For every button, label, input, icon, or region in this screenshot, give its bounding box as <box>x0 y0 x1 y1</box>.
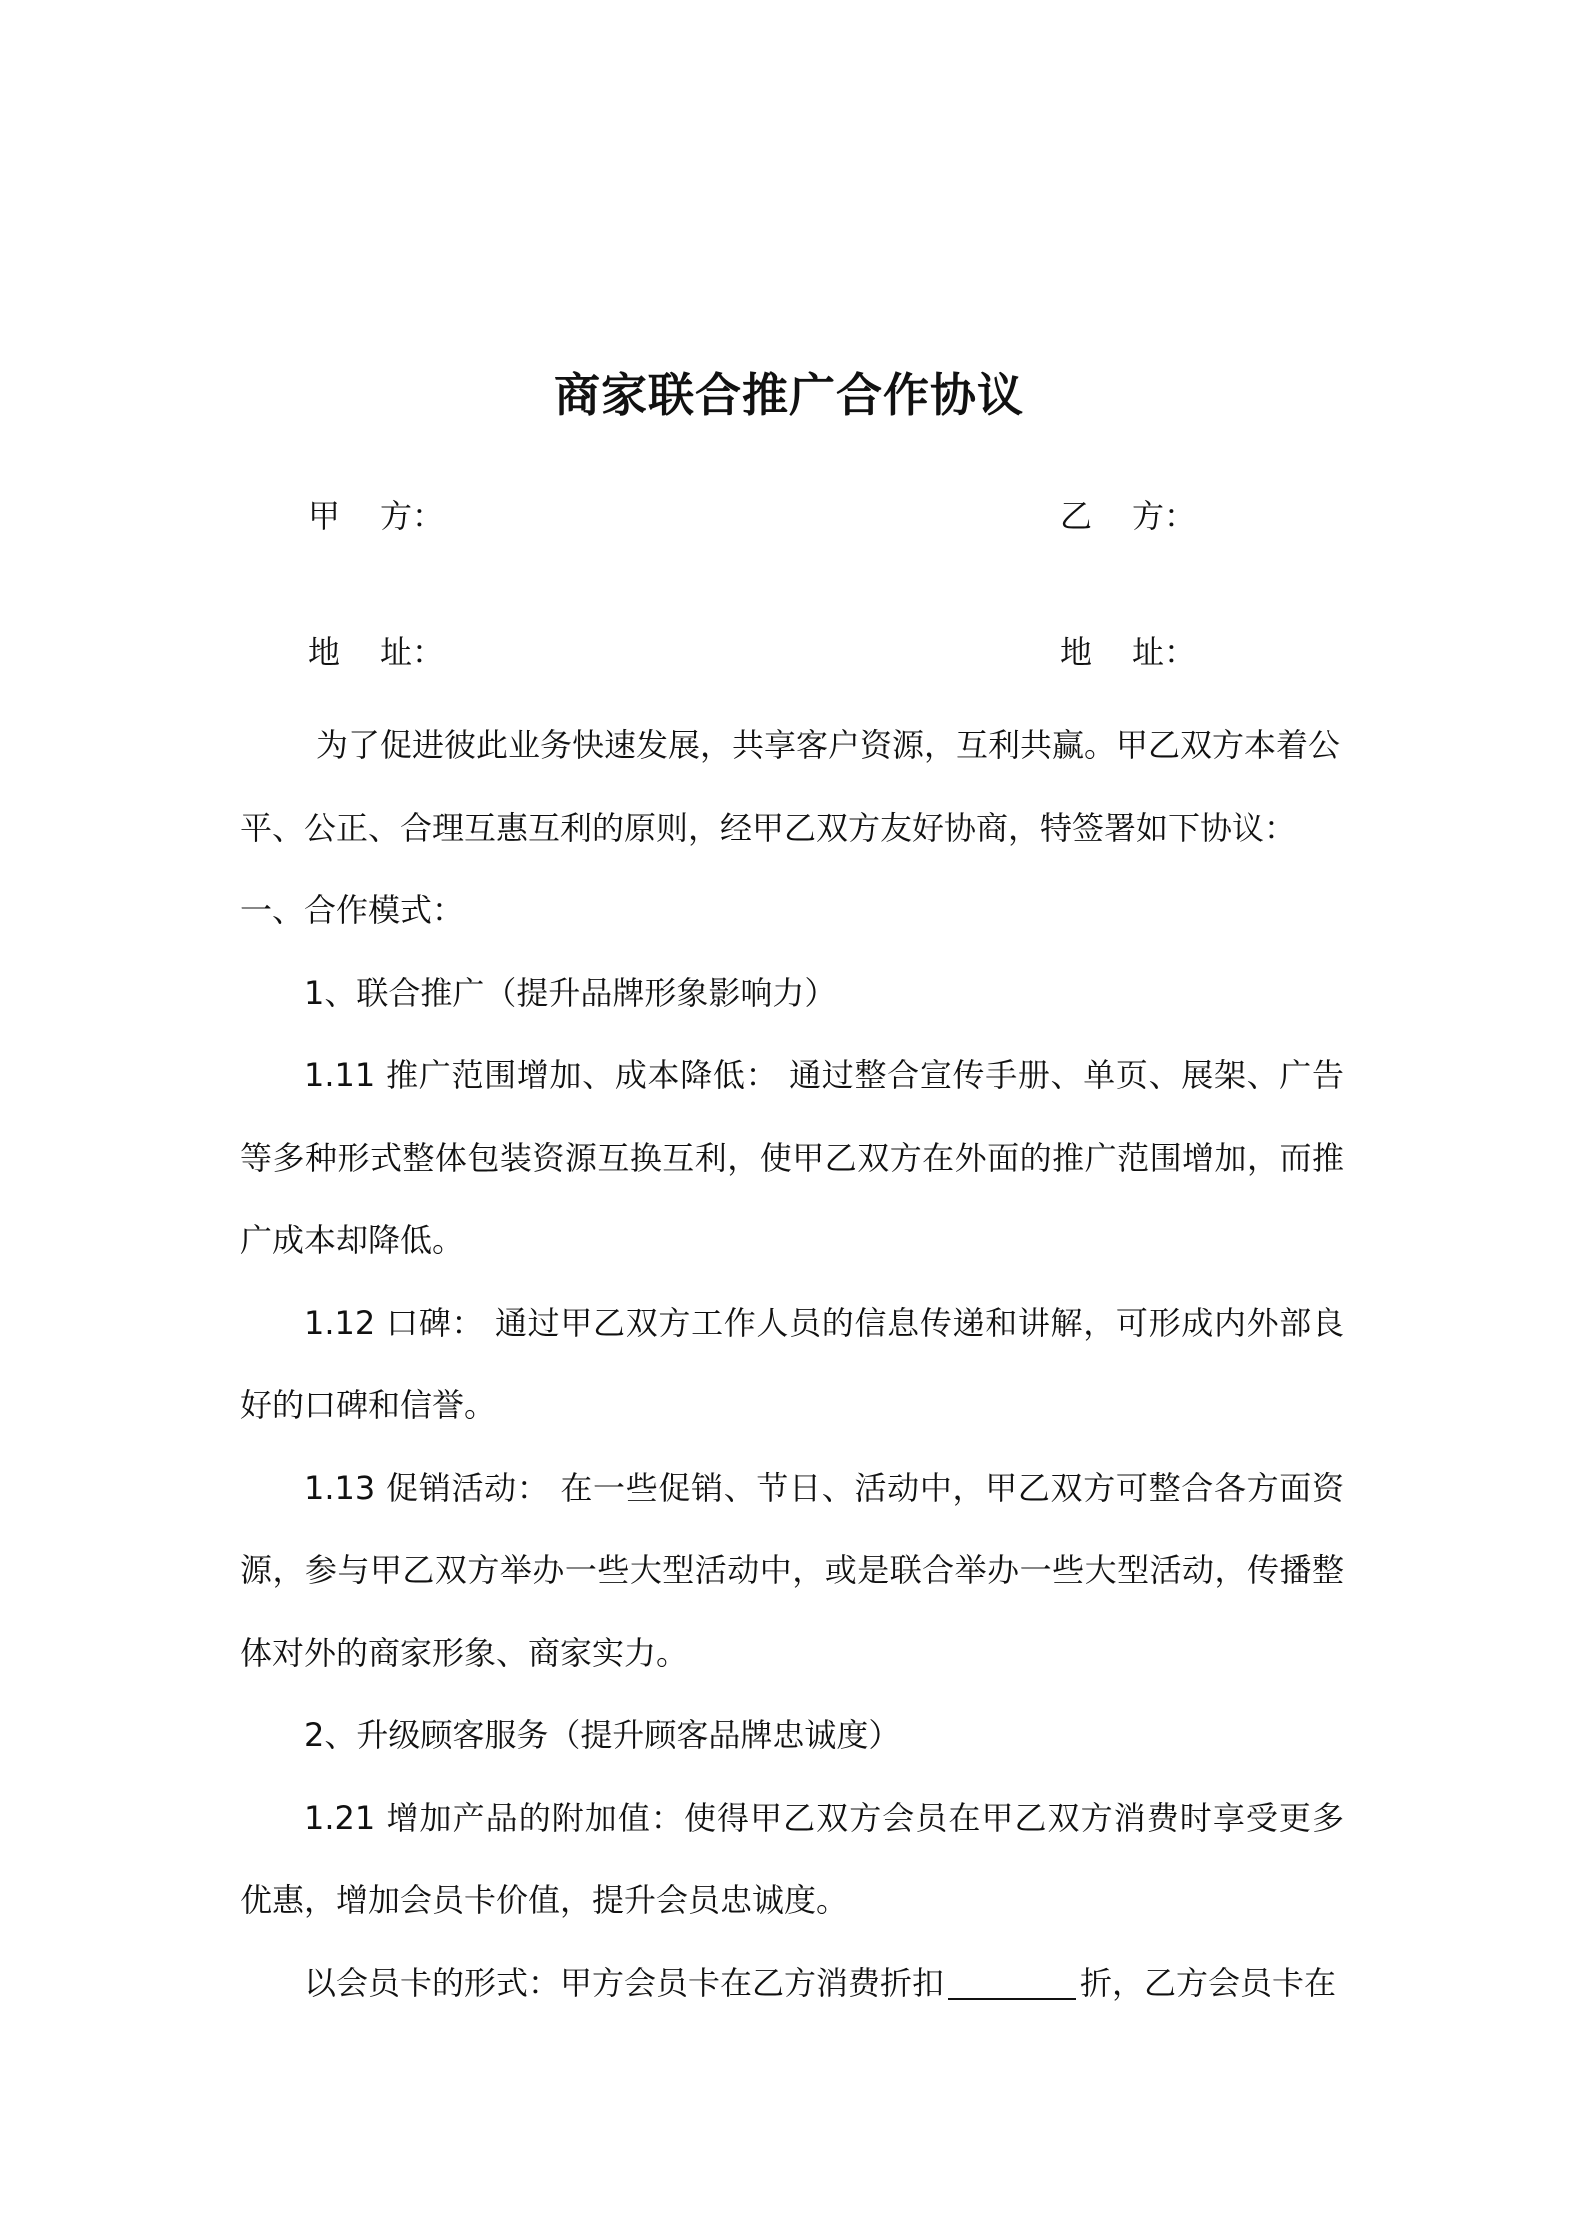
item-2-heading: 2、升级顾客服务（提升顾客品牌忠诚度） <box>304 1716 901 1754</box>
party-a-address-colon: ： <box>412 633 445 671</box>
section-1-heading: 一、合作模式： <box>240 891 465 929</box>
party-b-address-colon: ： <box>1164 633 1197 671</box>
party-b-label: 乙方 <box>1060 497 1164 535</box>
member-card-clause <box>240 1942 1344 2025</box>
intro-line-2: 平、公正、合理互惠互利的原则，经甲乙双方友好协商，特签署如下协议： <box>240 808 1297 847</box>
party-a-colon: ： <box>412 497 445 535</box>
party-b-address-label: 地址 <box>1060 633 1164 671</box>
party-b-colon: ： <box>1164 497 1197 535</box>
party-a-field <box>308 496 444 536</box>
party-b-field <box>1060 496 1196 536</box>
clause-1-21: 1.21 增加产品的附加值：使得甲乙双方会员在甲乙双方消费时享受更多优惠，增加会员卡价值，提升会员忠诚度。 <box>240 1798 1344 1919</box>
member-card-text-after: 折，乙方会员卡在 <box>1080 1963 1337 2002</box>
item-1-heading: 1、联合推广（提升品牌形象影响力） <box>304 973 837 1012</box>
party-a-address-label: 地址 <box>308 633 412 671</box>
agreement-body <box>240 704 1344 2024</box>
intro-line-1: 为了促进彼此业务快速发展，共享客户资源，互利共赢。甲乙双方本着公 <box>316 726 1341 764</box>
document-title: 商家联合推广合作协议 <box>554 368 1024 422</box>
party-a-address-field <box>308 632 444 672</box>
clause-1-11: 1.11 推广范围增加、成本降低： 通过整合宣传手册、单页、展架、广告等多种形式整体包装资源互换互利，使甲乙双方在外面的推广范围增加，而推广成本却降低。 <box>240 1056 1344 1259</box>
party-b-address-field <box>1060 632 1196 672</box>
clause-1-13: 1.13 促销活动： 在一些促销、节日、活动中，甲乙双方可整合各方面资源，参与甲乙双方举办一些大型活动中，或是联合举办一些大型活动，传播整体对外的商家形象、商家实力。 <box>240 1468 1344 1672</box>
member-card-text-before: 以会员卡的形式：甲方会员卡在乙方消费折扣 <box>304 1963 945 2002</box>
clause-1-12: 1.12 口碑： 通过甲乙双方工作人员的信息传递和讲解，可形成内外部良好的口碑和信誉。 <box>240 1303 1344 1424</box>
party-a-label: 甲方 <box>308 497 412 535</box>
discount-blank-line <box>948 1964 1076 2000</box>
